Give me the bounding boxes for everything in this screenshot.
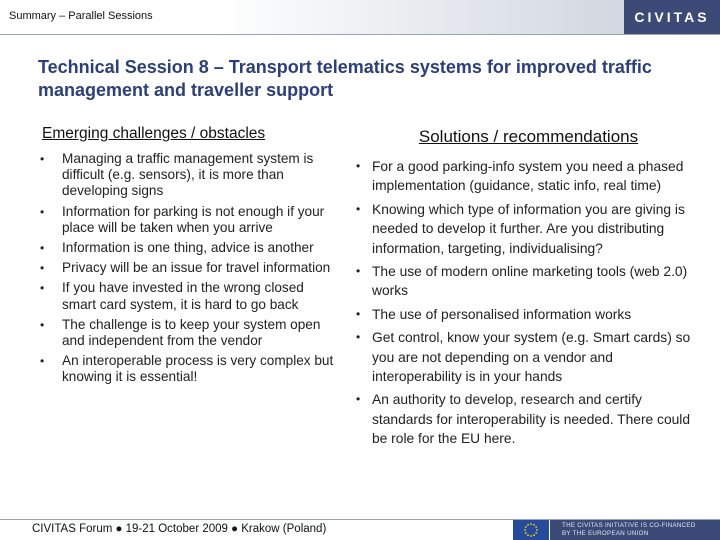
solutions-column xyxy=(356,125,701,453)
eu-cofinanced-banner xyxy=(550,520,720,540)
section-title: Summary – Parallel Sessions xyxy=(9,10,153,22)
civitas-logo: CIVITAS xyxy=(624,0,720,34)
list-item xyxy=(38,240,338,256)
bullet-icon: • xyxy=(40,317,45,332)
solutions-heading: Solutions / recommendations xyxy=(418,127,639,146)
bullet-icon: • xyxy=(40,281,45,296)
eu-flag-icon xyxy=(513,520,549,540)
bullet-icon: • xyxy=(40,152,45,166)
list-item-text: Knowing which type of information you are giving is needed to develop it further. Are you distributing information, targeting, individualising? xyxy=(372,201,685,256)
list-item xyxy=(38,280,338,312)
list-item-text: Get control, know your system (e.g. Smart cards) so you are not depending on a vendor and interoperability is in your hands xyxy=(372,330,691,385)
bullet-icon: • xyxy=(40,204,45,219)
list-item-text: The challenge is to keep your system open and independent from the vendor xyxy=(62,316,321,349)
bullet-icon: • xyxy=(40,261,45,276)
list-item xyxy=(356,390,701,448)
list-item xyxy=(38,204,338,236)
list-item-text: The use of modern online marketing tools (web 2.0) works xyxy=(372,264,688,299)
list-item xyxy=(356,262,701,301)
list-item xyxy=(356,157,701,196)
list-item xyxy=(38,151,338,200)
challenges-column xyxy=(38,125,338,390)
solutions-list xyxy=(356,157,701,449)
event-info: CIVITAS Forum ● 19-21 October 2009 ● Krakow (Poland) xyxy=(32,523,327,535)
list-item xyxy=(38,317,338,349)
bullet-icon: • xyxy=(356,159,361,173)
list-item-text: An interoperable process is very complex but knowing it is essential! xyxy=(62,353,334,385)
challenges-list xyxy=(38,151,338,386)
eu-banner-line1: THE CIVITAS INITIATIVE IS CO-FINANCED xyxy=(562,522,696,529)
list-item-text: Information for parking is not enough if your place will be taken when you arrive xyxy=(62,203,325,235)
header-bar xyxy=(0,0,720,35)
list-item-text: An authority to develop, research and certify standards for interoperability is needed. There could be role for the EU here. xyxy=(372,392,691,447)
list-item-text: If you have invested in the wrong closed smart card system, it is hard to go back xyxy=(62,280,304,312)
challenges-heading: Emerging challenges / obstacles xyxy=(42,125,266,142)
list-item-text: Managing a traffic management system is difficult (e.g. sensors), it is more than developing signs xyxy=(62,151,314,199)
list-item xyxy=(356,200,701,258)
list-item-text: Information is one thing, advice is another xyxy=(62,240,314,256)
bullet-icon: • xyxy=(356,264,361,279)
list-item xyxy=(38,260,338,276)
list-item xyxy=(356,305,701,324)
eu-banner-line2: BY THE EUROPEAN UNION xyxy=(562,530,649,537)
bullet-icon: • xyxy=(356,201,361,216)
list-item-text: The use of personalised information works xyxy=(372,306,632,322)
bullet-icon: • xyxy=(356,330,361,345)
bullet-icon: • xyxy=(356,392,361,407)
bullet-icon: • xyxy=(356,306,361,321)
bullet-icon: • xyxy=(40,241,45,256)
list-item-text: For a good parking-info system you need a phased implementation (guidance, static info, real time) xyxy=(372,159,684,194)
list-item xyxy=(38,353,338,385)
list-item xyxy=(356,328,701,386)
list-item-text: Privacy will be an issue for travel information xyxy=(62,260,331,276)
slide-title: Technical Session 8 – Transport telematics systems for improved traffic management and traveller support xyxy=(38,57,652,100)
bullet-icon: • xyxy=(40,354,45,369)
